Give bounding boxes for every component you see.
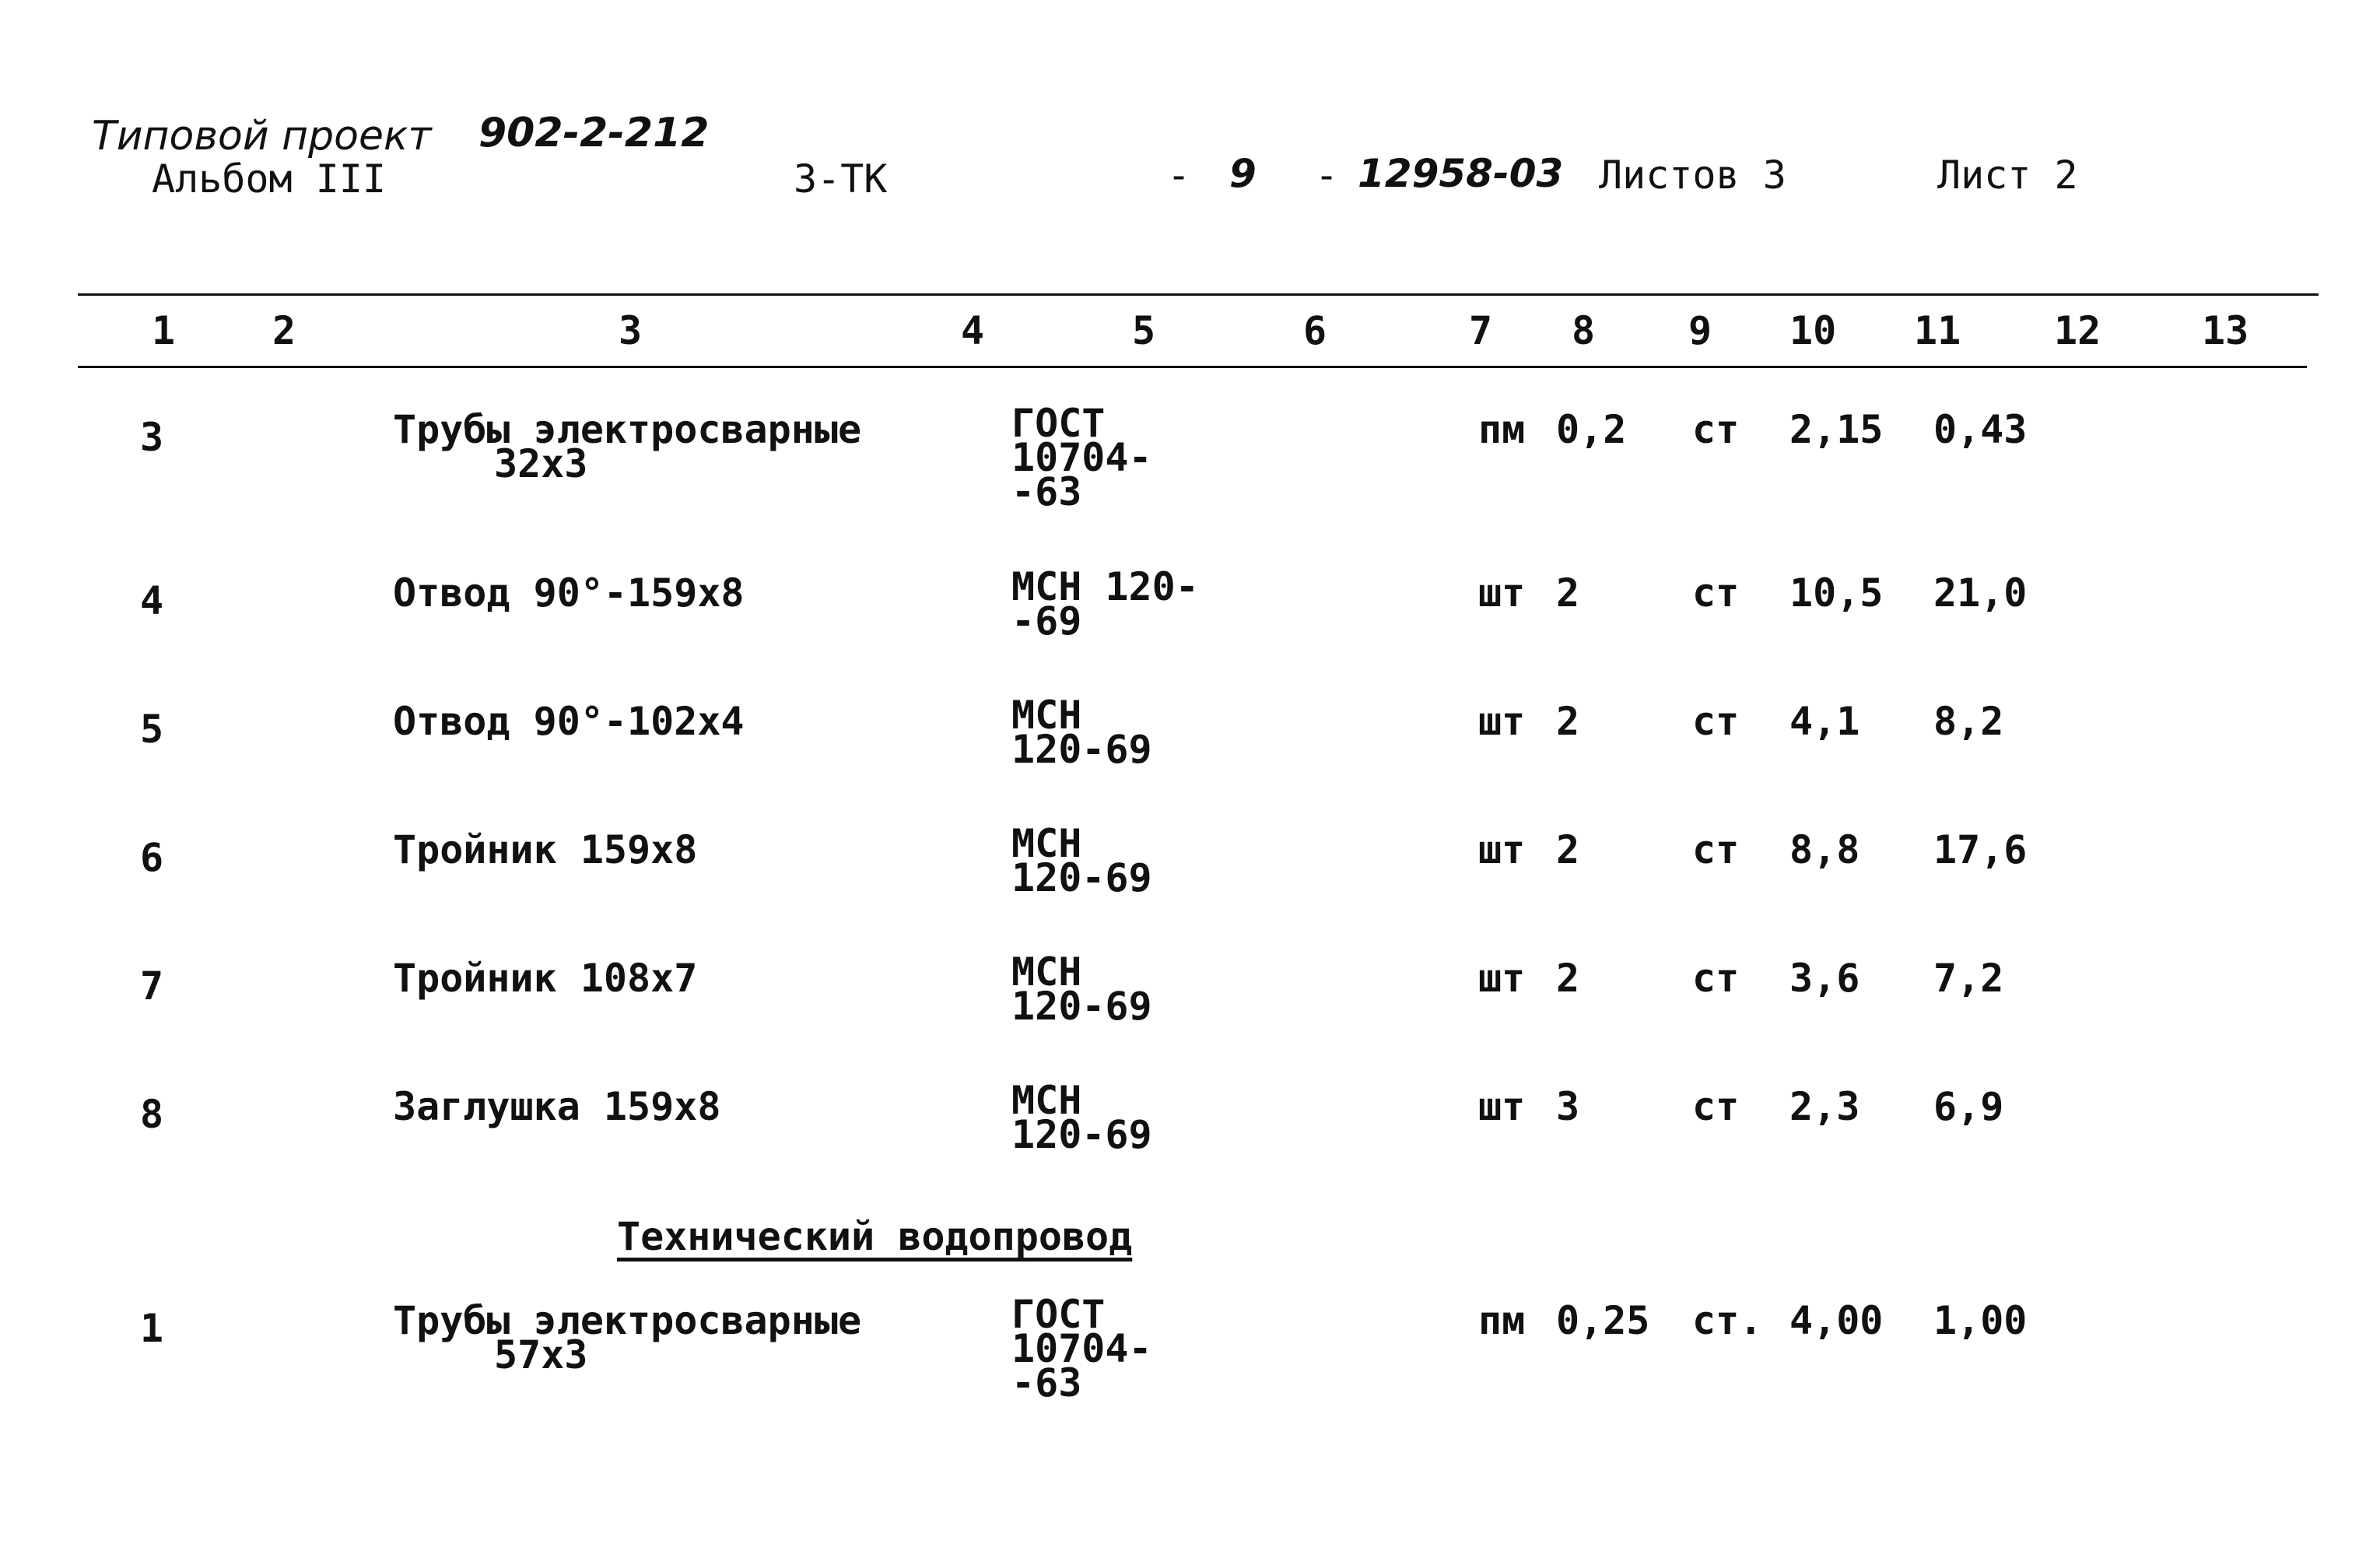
row-quantity: 3 bbox=[1556, 1084, 1580, 1129]
row-position: 8 bbox=[140, 1092, 164, 1137]
doc-number: 12958-03 bbox=[1358, 151, 1564, 196]
row-mass-total: 6,9 bbox=[1933, 1084, 2004, 1129]
row-document-line: МСН bbox=[1011, 949, 1082, 995]
row-mass-total: 21,0 bbox=[1933, 570, 2028, 616]
row-name-line: Отвод 90°-102х4 bbox=[393, 699, 745, 744]
row-document-line: 120-69 bbox=[1011, 1112, 1152, 1157]
row-mass-total: 17,6 bbox=[1933, 827, 2028, 872]
row-mass-total: 1,00 bbox=[1933, 1298, 2028, 1343]
row-name-line: Трубы электросварные bbox=[393, 407, 862, 452]
row-quantity: 2 bbox=[1556, 827, 1580, 872]
header-num-9: 9 bbox=[1229, 151, 1257, 196]
column-number-9: 9 bbox=[1688, 308, 1712, 353]
row-mass-total: 8,2 bbox=[1933, 699, 2004, 744]
row-quantity: 0,25 bbox=[1556, 1298, 1650, 1343]
row-unit: шт bbox=[1478, 956, 1526, 1001]
row-document-line: МСН bbox=[1011, 693, 1082, 738]
column-number-10: 10 bbox=[1789, 308, 1837, 353]
row-position: 6 bbox=[140, 835, 164, 880]
row-unit: пм bbox=[1478, 407, 1526, 452]
row-document-line: -63 bbox=[1011, 469, 1082, 514]
section-title: Технический водопровод bbox=[617, 1214, 1133, 1259]
row-name-line: 57x3 bbox=[494, 1332, 588, 1377]
row-material: ст. bbox=[1692, 1298, 1763, 1343]
column-number-13: 13 bbox=[2202, 308, 2249, 353]
album-label: Альбом III bbox=[152, 156, 387, 202]
row-unit: шт bbox=[1478, 1084, 1526, 1129]
row-name-line: Тройник 108х7 bbox=[393, 956, 698, 1001]
row-material: ст bbox=[1692, 699, 1740, 744]
row-mass-unit: 3,6 bbox=[1789, 956, 1860, 1001]
row-material: ст bbox=[1692, 1084, 1740, 1129]
row-mass-unit: 8,8 bbox=[1789, 827, 1860, 872]
column-number-2: 2 bbox=[272, 308, 296, 353]
table-header-rule bbox=[78, 366, 2307, 368]
row-material: ст bbox=[1692, 570, 1740, 616]
row-name-line: Трубы электросварные bbox=[393, 1298, 862, 1343]
row-quantity: 2 bbox=[1556, 699, 1580, 744]
column-number-4: 4 bbox=[961, 308, 985, 353]
row-mass-total: 0,43 bbox=[1933, 407, 2028, 452]
row-name-line: Заглушка 159х8 bbox=[393, 1084, 721, 1129]
row-document-line: 120-69 bbox=[1011, 727, 1152, 772]
row-document-line: МСН bbox=[1011, 821, 1082, 866]
row-material: ст bbox=[1692, 827, 1740, 872]
project-number: 902-2-212 bbox=[478, 110, 710, 156]
row-position: 7 bbox=[140, 963, 164, 1009]
column-number-7: 7 bbox=[1469, 308, 1493, 353]
table-top-rule bbox=[78, 293, 2319, 296]
row-mass-unit: 10,5 bbox=[1789, 570, 1884, 616]
row-document-line: 120-69 bbox=[1011, 984, 1152, 1029]
row-document-line: 120-69 bbox=[1011, 855, 1152, 900]
row-unit: шт bbox=[1478, 570, 1526, 616]
row-name-line: 32x3 bbox=[494, 441, 588, 486]
column-number-11: 11 bbox=[1914, 308, 1961, 353]
row-material: ст bbox=[1692, 407, 1740, 452]
row-mass-unit: 4,00 bbox=[1789, 1298, 1884, 1343]
row-document-line: -63 bbox=[1011, 1360, 1082, 1405]
sheet-number: Лист 2 bbox=[1937, 153, 2078, 198]
column-number-8: 8 bbox=[1572, 308, 1596, 353]
column-number-3: 3 bbox=[619, 308, 643, 353]
row-position: 1 bbox=[140, 1306, 164, 1351]
row-document-line: 10704- bbox=[1011, 435, 1152, 480]
row-mass-total: 7,2 bbox=[1933, 956, 2004, 1001]
header-dash-1: - bbox=[1167, 153, 1191, 198]
row-document-line: -69 bbox=[1011, 598, 1082, 644]
row-document-line: МСН 120- bbox=[1011, 564, 1199, 609]
row-document-line: МСН bbox=[1011, 1078, 1082, 1123]
row-document-line: 10704- bbox=[1011, 1326, 1152, 1371]
row-position: 4 bbox=[140, 578, 164, 623]
code-label: 3-ТК bbox=[794, 156, 888, 202]
row-quantity: 2 bbox=[1556, 956, 1580, 1001]
row-position: 3 bbox=[140, 415, 164, 460]
column-number-5: 5 bbox=[1132, 308, 1156, 353]
row-name-line: Отвод 90°-159х8 bbox=[393, 570, 745, 616]
row-unit: шт bbox=[1478, 699, 1526, 744]
header-dash-2: - bbox=[1315, 153, 1339, 198]
row-quantity: 2 bbox=[1556, 570, 1580, 616]
row-document-line: ГОСТ bbox=[1011, 1292, 1106, 1337]
row-mass-unit: 4,1 bbox=[1789, 699, 1860, 744]
row-mass-unit: 2,3 bbox=[1789, 1084, 1860, 1129]
row-unit: шт bbox=[1478, 827, 1526, 872]
column-number-1: 1 bbox=[152, 308, 176, 353]
row-position: 5 bbox=[140, 707, 164, 752]
row-quantity: 0,2 bbox=[1556, 407, 1627, 452]
row-material: ст bbox=[1692, 956, 1740, 1001]
sheets-total: Листов 3 bbox=[1599, 153, 1786, 198]
row-name-line: Тройник 159х8 bbox=[393, 827, 698, 872]
row-mass-unit: 2,15 bbox=[1789, 407, 1884, 452]
row-document-line: ГОСТ bbox=[1011, 401, 1106, 446]
project-label: Типовой проект bbox=[92, 113, 432, 160]
column-number-12: 12 bbox=[2054, 308, 2101, 353]
row-unit: пм bbox=[1478, 1298, 1526, 1343]
column-number-6: 6 bbox=[1303, 308, 1327, 353]
